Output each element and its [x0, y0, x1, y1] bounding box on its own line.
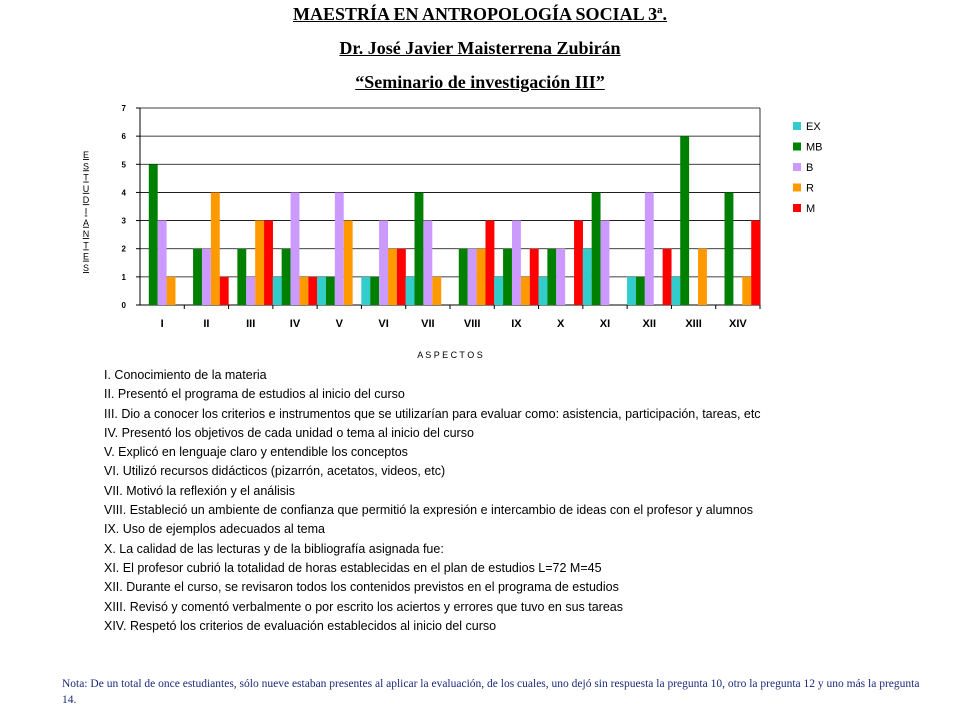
aspect-description: XIII. Revisó y comentó verbalmente o por escrito los aciertos y errores que tuvo en sus tareas	[104, 599, 623, 614]
bar	[530, 249, 539, 305]
y-axis-label-letter: T	[83, 240, 89, 251]
title-line-2: Dr. José Javier Maisterrena Zubirán	[339, 38, 621, 58]
legend-swatch	[793, 184, 801, 192]
y-axis-label-letter: E	[82, 251, 90, 262]
bar	[282, 249, 291, 305]
bar	[432, 277, 441, 305]
bar	[361, 277, 370, 305]
bar	[698, 249, 707, 305]
x-tick-label: III	[246, 318, 256, 330]
x-tick-label: VII	[421, 318, 435, 330]
bar	[512, 221, 521, 305]
aspect-description: IV. Presentó los objetivos de cada unidad o tema al inicio del curso	[104, 425, 474, 440]
y-axis-label-letter: S	[82, 161, 90, 172]
bar	[388, 249, 397, 305]
bar	[220, 277, 229, 305]
x-tick-label: X	[557, 318, 565, 330]
y-axis-label-letter: A	[82, 217, 90, 228]
aspect-description: VI. Utilizó recursos didácticos (pizarrón, acetatos, videos, etc)	[104, 464, 446, 479]
x-tick-label: VI	[378, 318, 389, 330]
aspect-description: III. Dio a conocer los criterios e instrumentos que se utilizarían para evaluar como: asistencia, participación, tareas, etc	[104, 406, 761, 421]
aspect-description: I. Conocimiento de la materia	[104, 368, 267, 382]
y-tick-label: 5	[121, 160, 126, 170]
aspect-description: XI. El profesor cubrió la totalidad de horas establecidas en el plan de estudios L=72 M=45	[104, 560, 602, 575]
bar	[503, 249, 512, 305]
bar	[459, 249, 468, 305]
bar	[645, 192, 654, 305]
bar	[663, 249, 672, 305]
x-tick-label: VIII	[463, 318, 481, 330]
aspect-description: X. La calidad de las lecturas y de la bibliografía asignada fue:	[104, 541, 444, 556]
bar	[237, 249, 246, 305]
bar	[751, 221, 760, 305]
bar	[468, 249, 477, 305]
bar	[547, 249, 556, 305]
legend-label: B	[806, 162, 814, 174]
bar	[370, 277, 379, 305]
x-tick-label: XI	[599, 318, 611, 330]
bar	[149, 164, 158, 305]
x-tick-label: V	[335, 318, 343, 330]
x-tick-label: XIV	[728, 318, 747, 330]
bar	[379, 221, 388, 305]
bar	[406, 277, 415, 305]
y-tick-label: 4	[121, 188, 126, 198]
bar	[538, 277, 547, 305]
legend-swatch	[793, 204, 801, 212]
legend-label: M	[806, 203, 816, 215]
bar	[335, 192, 344, 305]
y-axis-label-letter: T	[83, 172, 89, 183]
bar	[415, 192, 424, 305]
title-line-3: “Seminario de investigación III”	[355, 72, 605, 92]
legend-swatch	[793, 163, 801, 171]
bar	[211, 192, 220, 305]
legend-swatch	[793, 122, 801, 130]
bar	[246, 277, 255, 305]
bar	[485, 221, 494, 305]
aspect-description: XII. Durante el curso, se revisaron todos los contenidos previstos en el programa de estudios	[104, 580, 619, 595]
bar	[255, 221, 264, 305]
bar	[680, 136, 689, 305]
bar	[264, 221, 273, 305]
x-tick-label: II	[203, 318, 210, 330]
bar	[397, 249, 406, 305]
aspect-description: VII. Motivó la reflexión y el análisis	[104, 483, 296, 498]
x-tick-label: IV	[289, 318, 301, 330]
bar	[202, 249, 211, 305]
x-tick-label: XIII	[685, 318, 702, 330]
y-axis-label-letter: D	[82, 195, 90, 206]
y-axis-label-letter: S	[82, 263, 90, 273]
aspect-description: V. Explicó en lenguaje claro y entendible los conceptos	[104, 445, 408, 460]
bar	[627, 277, 636, 305]
y-tick-label: 0	[121, 301, 126, 310]
y-axis-label-letter: E	[82, 150, 90, 160]
bar	[158, 221, 167, 305]
legend-label: R	[806, 182, 814, 195]
bar	[291, 192, 300, 305]
y-axis-label-letter: U	[82, 183, 90, 194]
bar	[344, 221, 353, 305]
legend-label: EX	[806, 121, 821, 133]
bar	[193, 249, 202, 305]
bar	[308, 277, 317, 305]
bar	[521, 277, 530, 305]
y-tick-label: 2	[121, 244, 126, 254]
y-tick-label: 6	[121, 132, 126, 142]
bar	[317, 277, 326, 305]
bar	[273, 277, 282, 305]
bar	[167, 277, 176, 305]
y-tick-label: 7	[121, 104, 126, 113]
bar	[423, 221, 432, 305]
aspect-description: XIV. Respetó los criterios de evaluación establecidos al inicio del curso	[104, 618, 497, 633]
aspect-descriptions	[104, 366, 924, 636]
legend-swatch	[793, 143, 801, 151]
bar	[671, 277, 680, 305]
bar	[299, 277, 308, 305]
bar	[556, 249, 565, 305]
bar	[494, 277, 503, 305]
aspect-description: IX. Uso de ejemplos adecuados al tema	[104, 522, 325, 537]
bar	[742, 277, 751, 305]
bar	[583, 249, 592, 305]
bar	[592, 192, 601, 305]
footnote: Nota: De un total de once estudiantes, sólo nueve estaban presentes al aplicar la evaluación, de los cuales, uno dejó sin respuesta la pregunta 10, otro la pregunta 12 y uno más la pregunta 14.	[62, 678, 920, 706]
aspect-description: II. Presentó el programa de estudios al inicio del curso	[104, 387, 405, 402]
x-tick-label: IX	[511, 318, 522, 330]
x-axis-label: A S P E C T O S	[417, 350, 483, 360]
bar	[326, 277, 335, 305]
title-line-1: MAESTRÍA EN ANTROPOLOGÍA SOCIAL 3ª.	[293, 4, 667, 24]
bar	[574, 221, 583, 305]
y-tick-label: 3	[121, 216, 126, 226]
y-tick-label: 1	[121, 272, 126, 282]
bar	[477, 249, 486, 305]
bar	[601, 221, 610, 305]
y-axis-label-letter: I	[84, 206, 88, 217]
x-tick-label: XII	[642, 318, 657, 330]
legend-label: MB	[806, 141, 823, 154]
x-tick-label: I	[160, 318, 164, 330]
aspect-description: VIII. Estableció un ambiente de confianza que permitió la expresión e intercambio de ideas con el profesor y alumnos	[104, 503, 753, 518]
bar	[725, 192, 734, 305]
y-axis-label-letter: N	[82, 229, 90, 240]
bar	[636, 277, 645, 305]
